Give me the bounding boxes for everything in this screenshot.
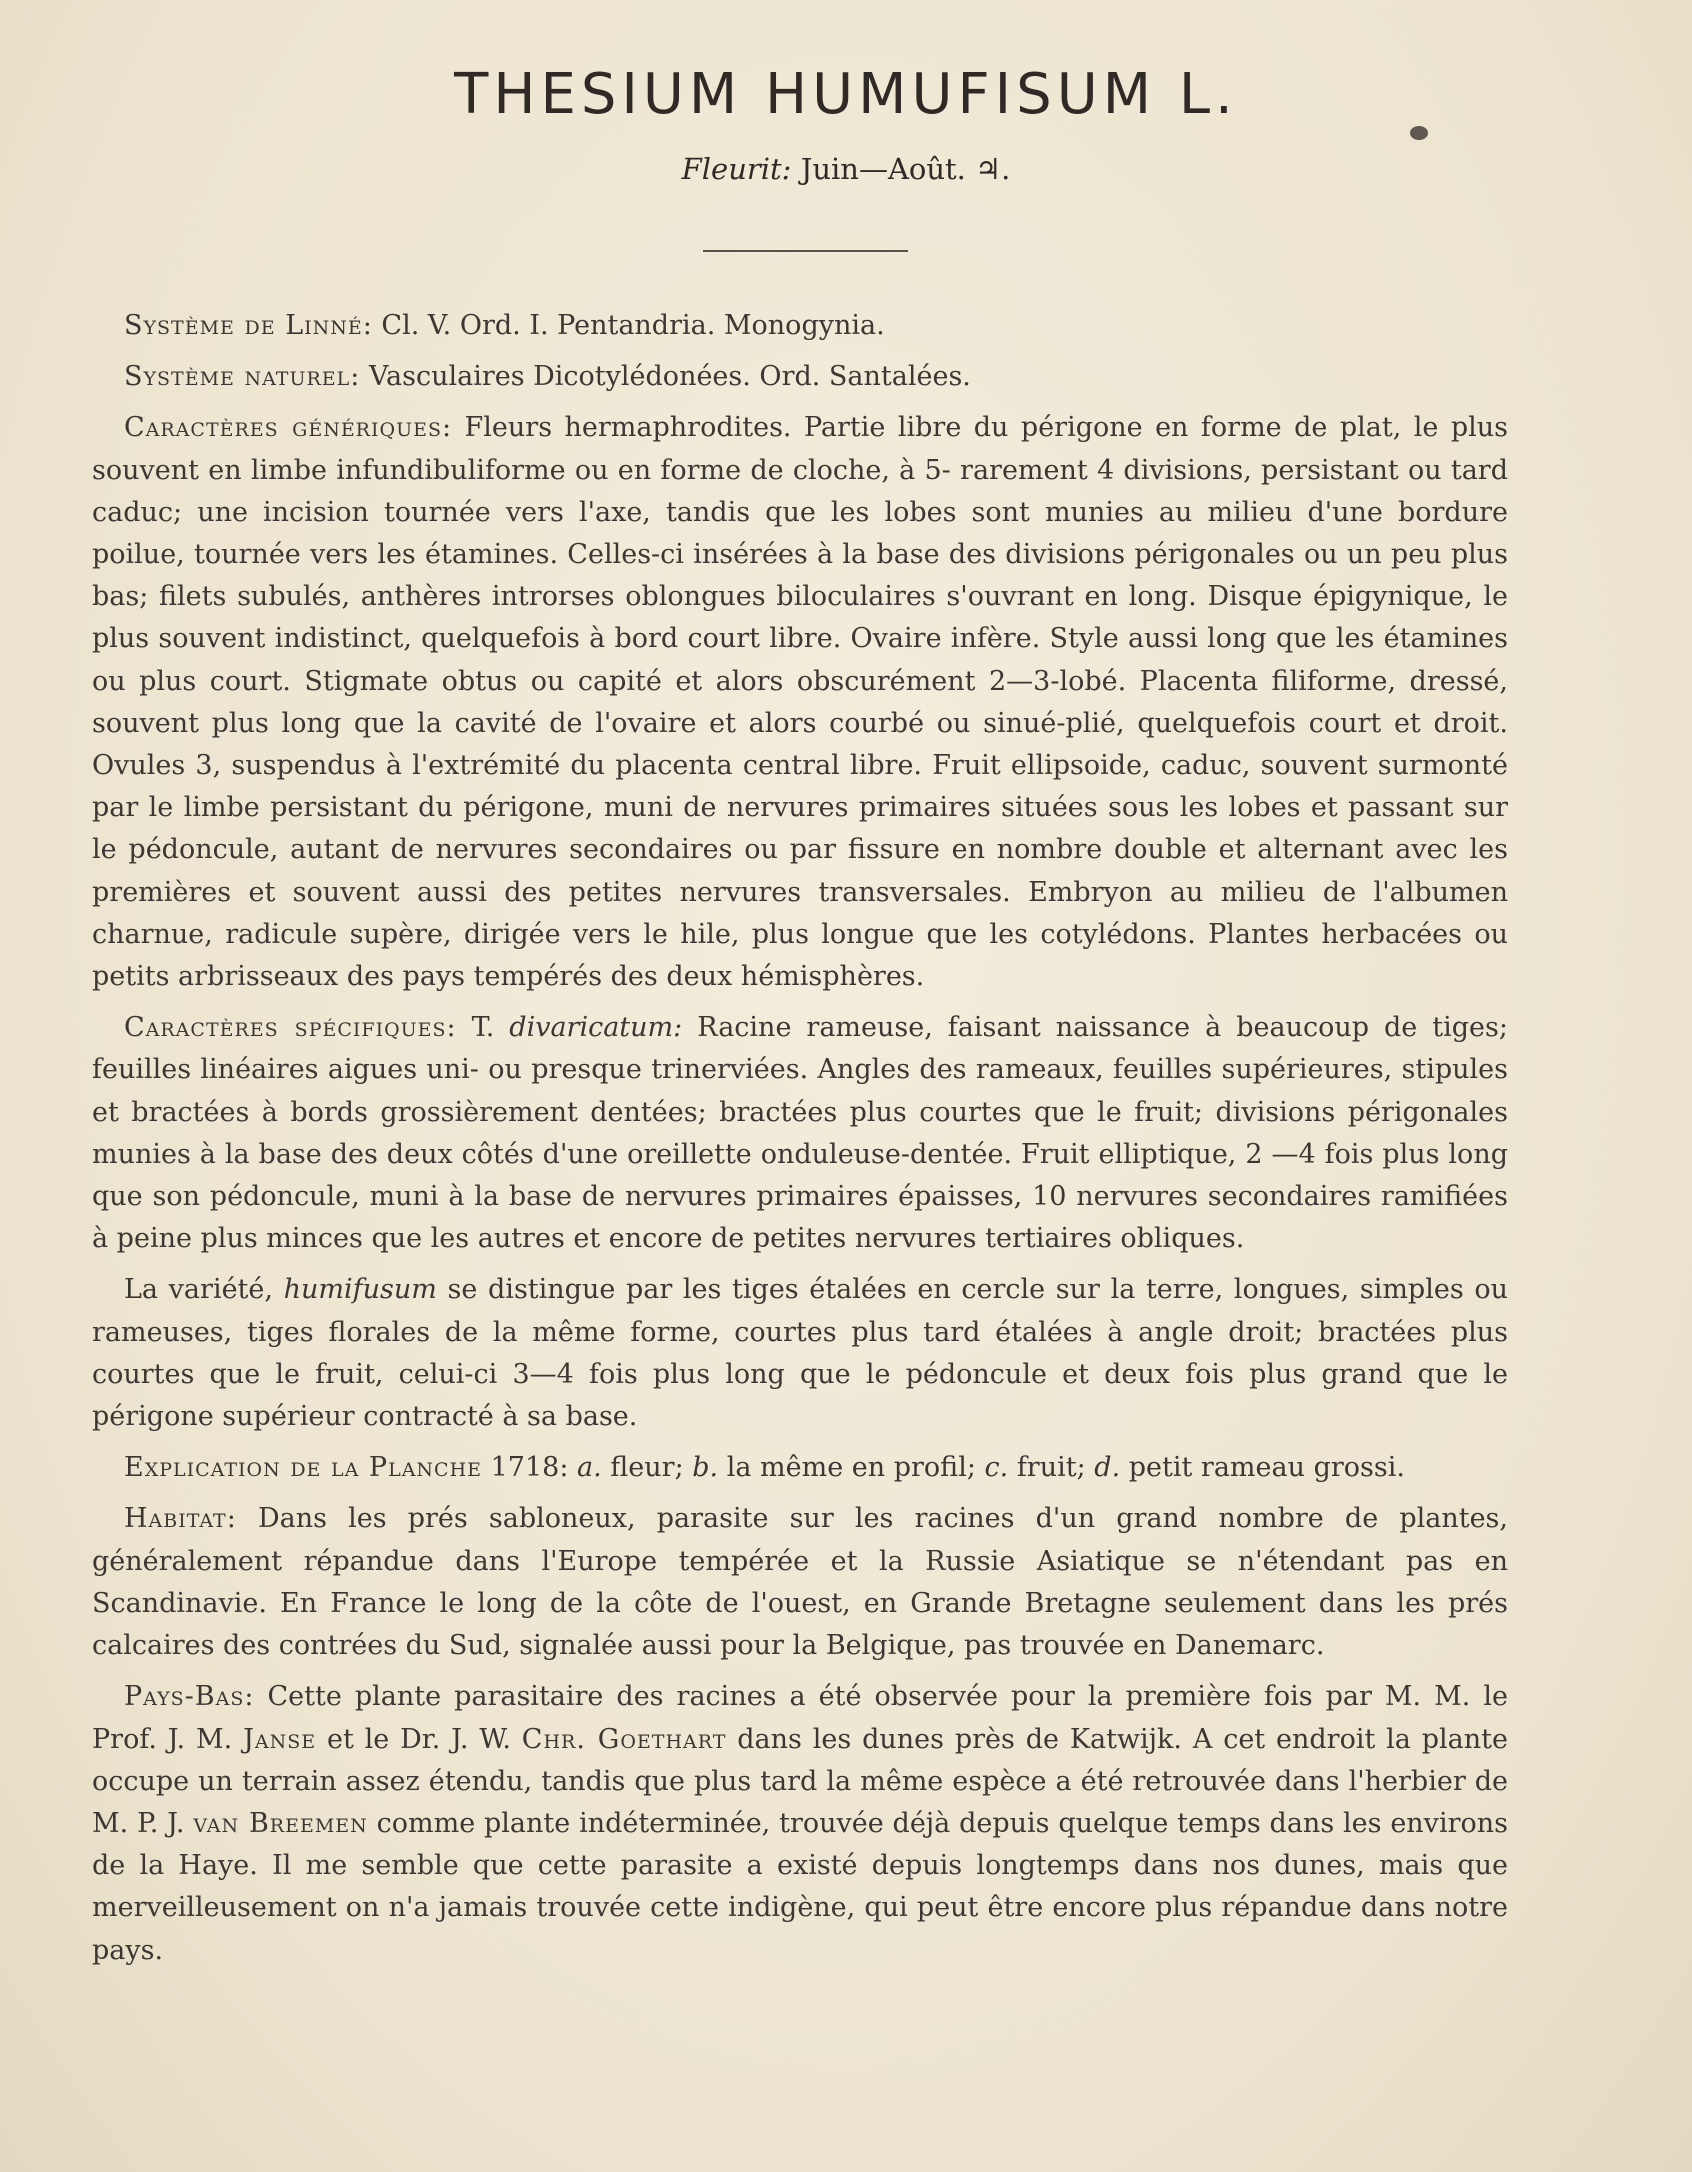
page-title: THESIUM HUMUFISUM L. [454, 62, 1238, 127]
text-paysbas-2: et le Dr. J. W. [316, 1723, 522, 1755]
label-generiques: Caractères génériques: [124, 412, 453, 444]
paragraph-naturel [92, 356, 1508, 398]
flowering-label: Fleurit: [681, 152, 792, 186]
name-van-breemen: van Breemen [193, 1807, 368, 1839]
description-text [92, 305, 1508, 1981]
label-explication: Explication de la Planche [124, 1452, 483, 1484]
species-prefix: T. [471, 1012, 510, 1044]
text-naturel: Vasculaires Dicotylédonées. Ord. Santalées. [360, 361, 971, 393]
paragraph-generiques [92, 407, 1508, 998]
paragraph-paysbas [92, 1676, 1508, 1971]
fig-a: a. [577, 1452, 602, 1484]
ink-speck [1410, 126, 1428, 140]
text-specifiques: Racine rameuse, faisant naissance à beaucoup de tiges; feuilles linéaires aigues uni- ou presque trinerviées. Angles des rameaux, feuilles supérieures, stipules et bractées à bords grossièrement dentées; bractées plus courtes que le fruit; divisions périgonales munies à la base des deux côtés d'une oreillette onduleuse-dentée. Fruit elliptique, 2 —4 fois plus long que son pédoncule, muni à la base de nervures primaires épaisses, 10 nervures secondaires ramifiées à peine plus minces que les autres et encore de petites nervures tertiaires obliques. [92, 1012, 1508, 1255]
text-generiques: Fleurs hermaphrodites. Partie libre du périgone en forme de plat, le plus souvent en limbe infundibuliforme ou en forme de cloche, à 5- rarement 4 divisions, persistant ou tard caduc; une incision tournée vers l'axe, tandis que les lobes sont munies au milieu d'une bordure poilue, tournée vers les étamines. Celles-ci insérées à la base des divisions périgonales ou un peu plus bas; filets subulés, anthères introrses oblongues biloculaires s'ouvrant en long. Disque épigynique, le plus souvent indistinct, quelquefois à bord court libre. Ovaire infère. Style aussi long que les étamines ou plus court. Stigmate obtus ou capité et alors obscurément 2—3-lobé. Placenta filiforme, dressé, souvent plus long que la cavité de l'ovaire et alors courbé ou sinué-plié, quelquefois court et droit. Ovules 3, suspendus à l'extrémité du placenta central libre. Fruit ellipsoide, caduc, souvent surmonté par le limbe persistant du périgone, muni de nervures primaires situées sous les lobes et passant sur le pédoncule, autant de nervures secondaires ou par fissure en nombre double et alternant avec les premières et souvent aussi des petites nervures transversales. Embryon au milieu de l'albumen charnue, radicule supère, dirigée vers le hile, plus longue que les cotylédons. Plantes herbacées ou petits arbrisseaux des pays tempérés des deux hémisphères. [92, 412, 1509, 993]
text-linne: Cl. V. Ord. I. Pentandria. Monogynia. [372, 310, 885, 341]
text-paysbas-3: dans les dunes près de Katwijk. A cet endroit la plante occupe un terrain assez étendu, tandis que plus tard la même espèce a été retrouvée dans l'herbier de M. P. J. [92, 1723, 1508, 1839]
label-specifiques: Caractères spécifiques: [124, 1012, 457, 1044]
flowering-value: Juin—Août. ♃. [800, 152, 1011, 186]
name-goethart: Chr. Goethart [521, 1723, 727, 1755]
text-paysbas-4: comme plante indéterminée, trouvée déjà depuis quelque temps dans les environs de la Haye. Il me semble que cette parasite a existé depuis longtemps dans nos dunes, mais que merveilleusement on n'a jamais trouvée cette indigène, qui peut être encore plus répandue dans notre pays. [92, 1807, 1508, 1966]
fig-c: c. [984, 1452, 1009, 1484]
paragraph-habitat [92, 1498, 1508, 1667]
label-naturel: Système naturel: [124, 361, 361, 393]
paragraph-variete [92, 1269, 1508, 1438]
text-variete: se distingue par les tiges étalées en cercle sur la terre, longues, simples ou rameuses, tiges florales de la même forme, courtes plus tard étalées à angle droit; bractées plus courtes que le fruit, celui-ci 3—4 fois plus long que le pédoncule et deux fois plus grand que le périgone supérieur contracté à sa base. [92, 1274, 1508, 1433]
species-name: divaricatum: [509, 1012, 683, 1044]
label-paysbas: Pays-Bas: [124, 1681, 255, 1713]
text-habitat: Dans les prés sabloneux, parasite sur les racines d'un grand nombre de plantes, généralement répandue dans l'Europe tempérée et la Russie Asiatique se n'étendant pas en Scandinavie. En France le long de la côte de l'ouest, en Grande Bretagne seulement dans les prés calcaires des contrées du Sud, signalée aussi pour la Belgique, pas trouvée en Danemarc. [92, 1503, 1508, 1662]
fig-b: b. [692, 1452, 719, 1484]
paragraph-specifiques [92, 1007, 1508, 1260]
title-divider [703, 250, 908, 252]
plate-number: 1718: [482, 1452, 578, 1484]
fig-c-text: fruit; [1008, 1452, 1095, 1484]
label-linne: Système de Linné: [124, 310, 373, 341]
label-habitat: Habitat: [124, 1503, 237, 1535]
variety-name: humifusum [283, 1274, 437, 1306]
paragraph-explication [92, 1447, 1508, 1489]
flowering-line [0, 152, 1692, 186]
fig-d-text: petit rameau grossi. [1120, 1452, 1405, 1484]
fig-d: d. [1094, 1452, 1121, 1484]
paragraph-linne [92, 305, 1508, 347]
fig-a-text: fleur; [601, 1452, 693, 1484]
name-janse: Janse [243, 1723, 317, 1755]
text-paysbas-1: Cette plante parasitaire des racines a été observée pour la première fois par M. M. le Prof. J. M. [92, 1681, 1508, 1755]
fig-b-text: la même en profil; [718, 1452, 985, 1484]
variete-lead: La variété, [124, 1274, 284, 1306]
